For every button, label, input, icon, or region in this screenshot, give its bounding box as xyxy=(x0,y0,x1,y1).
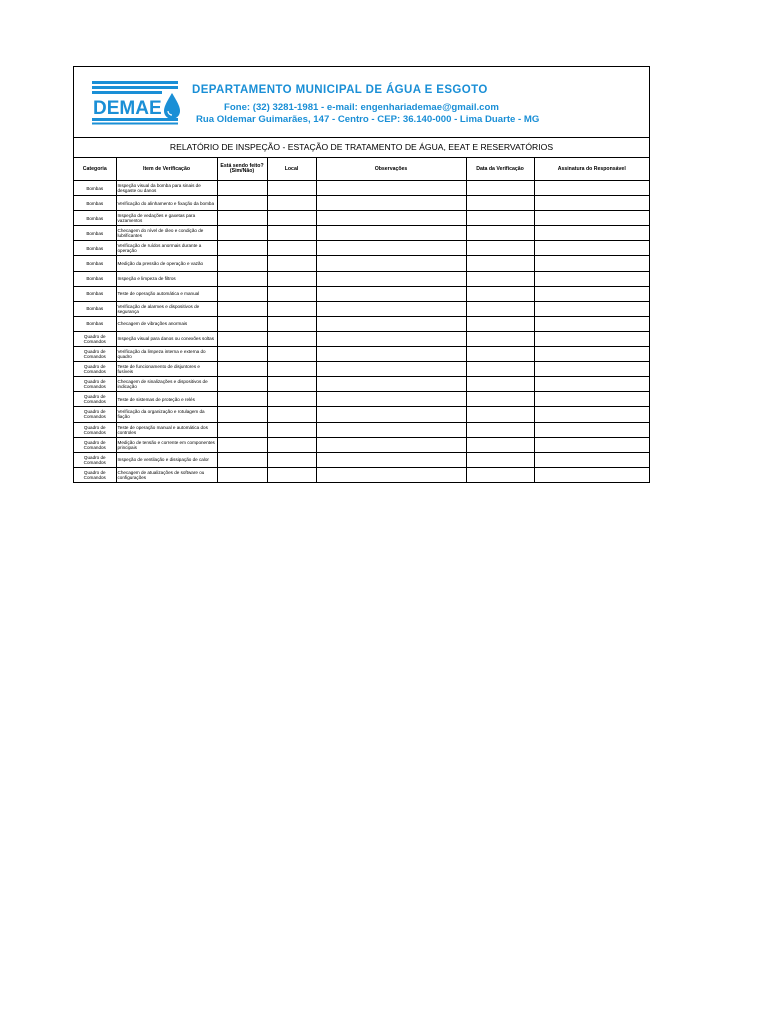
category-cell: Quadro de Comandos xyxy=(74,467,116,482)
done-cell[interactable] xyxy=(217,362,267,377)
date-cell[interactable] xyxy=(466,407,534,422)
date-cell[interactable] xyxy=(466,196,534,211)
notes-cell[interactable] xyxy=(316,392,466,407)
category-cell: Bombas xyxy=(74,256,116,271)
done-cell[interactable] xyxy=(217,377,267,392)
table-row xyxy=(74,467,649,482)
item-cell: Inspeção visual da bomba para sinais de desgaste ou danos xyxy=(116,181,217,196)
column-header: Categoria xyxy=(74,158,116,181)
address: Rua Oldemar Guimarães, 147 - Centro - CEP: 36.140-000 - Lima Duarte - MG xyxy=(196,114,540,125)
date-cell[interactable] xyxy=(466,286,534,301)
category-cell: Bombas xyxy=(74,196,116,211)
signature-cell[interactable] xyxy=(534,181,649,196)
category-cell: Bombas xyxy=(74,316,116,331)
column-header: Assinatura do Responsável xyxy=(534,158,649,181)
notes-cell[interactable] xyxy=(316,301,466,316)
done-cell[interactable] xyxy=(217,437,267,452)
location-cell[interactable] xyxy=(267,316,316,331)
item-cell: Medição de tensão e corrente em componentes principais xyxy=(116,437,217,452)
item-cell: Checagem de sinalizações e dispositivos de indicação xyxy=(116,377,217,392)
table-row xyxy=(74,407,649,422)
table-row xyxy=(74,422,649,437)
item-cell: Inspeção de vedações e gaxetas para vazamentos xyxy=(116,211,217,226)
category-cell: Bombas xyxy=(74,181,116,196)
signature-cell[interactable] xyxy=(534,241,649,256)
notes-cell[interactable] xyxy=(316,226,466,241)
column-header: Observações xyxy=(316,158,466,181)
done-cell[interactable] xyxy=(217,347,267,362)
item-cell: Verificação da limpeza interna e externa do quadro xyxy=(116,347,217,362)
item-cell: Teste de operação manual e automática dos controles xyxy=(116,422,217,437)
location-cell[interactable] xyxy=(267,437,316,452)
notes-cell[interactable] xyxy=(316,286,466,301)
date-cell[interactable] xyxy=(466,377,534,392)
date-cell[interactable] xyxy=(466,452,534,467)
date-cell[interactable] xyxy=(466,392,534,407)
table-row xyxy=(74,362,649,377)
signature-cell[interactable] xyxy=(534,407,649,422)
notes-cell[interactable] xyxy=(316,362,466,377)
notes-cell[interactable] xyxy=(316,211,466,226)
done-cell[interactable] xyxy=(217,407,267,422)
table-row xyxy=(74,377,649,392)
location-cell[interactable] xyxy=(267,347,316,362)
location-cell[interactable] xyxy=(267,226,316,241)
done-cell[interactable] xyxy=(217,301,267,316)
done-cell[interactable] xyxy=(217,211,267,226)
table-row xyxy=(74,437,649,452)
item-cell: Teste de funcionamento de disjuntores e fusíveis xyxy=(116,362,217,377)
date-cell[interactable] xyxy=(466,467,534,482)
date-cell[interactable] xyxy=(466,437,534,452)
report-title: RELATÓRIO DE INSPEÇÃO - ESTAÇÃO DE TRATAMENTO DE ÁGUA, EEAT E RESERVATÓRIOS xyxy=(74,138,649,158)
category-cell: Bombas xyxy=(74,271,116,286)
done-cell[interactable] xyxy=(217,286,267,301)
location-cell[interactable] xyxy=(267,286,316,301)
notes-cell[interactable] xyxy=(316,452,466,467)
notes-cell[interactable] xyxy=(316,316,466,331)
contact-info: Fone: (32) 3281-1981 - e-mail: engenhariademae@gmail.com xyxy=(224,102,499,113)
column-header: Item de Verificação xyxy=(116,158,217,181)
notes-cell[interactable] xyxy=(316,271,466,286)
date-cell[interactable] xyxy=(466,241,534,256)
notes-cell[interactable] xyxy=(316,407,466,422)
table-row xyxy=(74,226,649,241)
signature-cell[interactable] xyxy=(534,331,649,346)
location-cell[interactable] xyxy=(267,331,316,346)
category-cell: Quadro de Comandos xyxy=(74,331,116,346)
category-cell: Quadro de Comandos xyxy=(74,392,116,407)
item-cell: Inspeção de ventilação e dissipação de calor xyxy=(116,452,217,467)
done-cell[interactable] xyxy=(217,331,267,346)
date-cell[interactable] xyxy=(466,422,534,437)
table-row xyxy=(74,301,649,316)
logo-text: DEMAE xyxy=(93,98,162,119)
table-row xyxy=(74,347,649,362)
category-cell: Quadro de Comandos xyxy=(74,362,116,377)
signature-cell[interactable] xyxy=(534,452,649,467)
date-cell[interactable] xyxy=(466,211,534,226)
signature-cell[interactable] xyxy=(534,286,649,301)
item-cell: Verificação de alarmes e dispositivos de segurança xyxy=(116,301,217,316)
notes-cell[interactable] xyxy=(316,256,466,271)
location-cell[interactable] xyxy=(267,301,316,316)
notes-cell[interactable] xyxy=(316,347,466,362)
table-row xyxy=(74,271,649,286)
location-cell[interactable] xyxy=(267,211,316,226)
location-cell[interactable] xyxy=(267,467,316,482)
done-cell[interactable] xyxy=(217,467,267,482)
location-cell[interactable] xyxy=(267,392,316,407)
done-cell[interactable] xyxy=(217,316,267,331)
signature-cell[interactable] xyxy=(534,226,649,241)
signature-cell[interactable] xyxy=(534,256,649,271)
table-row xyxy=(74,256,649,271)
signature-cell[interactable] xyxy=(534,392,649,407)
notes-cell[interactable] xyxy=(316,422,466,437)
signature-cell[interactable] xyxy=(534,467,649,482)
signature-cell[interactable] xyxy=(534,301,649,316)
notes-cell[interactable] xyxy=(316,241,466,256)
table-row xyxy=(74,392,649,407)
category-cell: Quadro de Comandos xyxy=(74,377,116,392)
done-cell[interactable] xyxy=(217,226,267,241)
notes-cell[interactable] xyxy=(316,377,466,392)
item-cell: Inspeção visual para danos ou conexões soltas xyxy=(116,331,217,346)
notes-cell[interactable] xyxy=(316,437,466,452)
notes-cell[interactable] xyxy=(316,467,466,482)
location-cell[interactable] xyxy=(267,407,316,422)
signature-cell[interactable] xyxy=(534,437,649,452)
table-row xyxy=(74,211,649,226)
date-cell[interactable] xyxy=(466,347,534,362)
location-cell[interactable] xyxy=(267,271,316,286)
done-cell[interactable] xyxy=(217,181,267,196)
done-cell[interactable] xyxy=(217,256,267,271)
category-cell: Bombas xyxy=(74,241,116,256)
item-cell: Verificação de ruídos anormais durante a operação xyxy=(116,241,217,256)
inspection-sheet xyxy=(73,66,650,483)
table-row xyxy=(74,286,649,301)
letterhead xyxy=(74,67,649,138)
table-header-row xyxy=(74,158,649,181)
date-cell[interactable] xyxy=(466,256,534,271)
date-cell[interactable] xyxy=(466,301,534,316)
item-cell: Checagem de atualizações de software ou configurações xyxy=(116,467,217,482)
column-header: Data da Verificação xyxy=(466,158,534,181)
table-row xyxy=(74,181,649,196)
date-cell[interactable] xyxy=(466,226,534,241)
item-cell: Checagem de vibrações anormais xyxy=(116,316,217,331)
item-cell: Inspeção e limpeza de filtros xyxy=(116,271,217,286)
location-cell[interactable] xyxy=(267,362,316,377)
location-cell[interactable] xyxy=(267,181,316,196)
department-name: DEPARTAMENTO MUNICIPAL DE ÁGUA E ESGOTO xyxy=(192,84,488,96)
signature-cell[interactable] xyxy=(534,196,649,211)
done-cell[interactable] xyxy=(217,241,267,256)
category-cell: Quadro de Comandos xyxy=(74,347,116,362)
signature-cell[interactable] xyxy=(534,211,649,226)
item-cell: Verificação do alinhamento e fixação da bomba xyxy=(116,196,217,211)
category-cell: Quadro de Comandos xyxy=(74,452,116,467)
inspection-table xyxy=(74,158,649,482)
item-cell: Teste de sistemas de proteção e relés xyxy=(116,392,217,407)
notes-cell[interactable] xyxy=(316,331,466,346)
signature-cell[interactable] xyxy=(534,316,649,331)
date-cell[interactable] xyxy=(466,271,534,286)
column-header: Está sendo feito? (Sim/Não) xyxy=(217,158,267,181)
table-row xyxy=(74,316,649,331)
done-cell[interactable] xyxy=(217,392,267,407)
location-cell[interactable] xyxy=(267,241,316,256)
date-cell[interactable] xyxy=(466,181,534,196)
date-cell[interactable] xyxy=(466,316,534,331)
notes-cell[interactable] xyxy=(316,181,466,196)
item-cell: Checagem do nível de óleo e condição de lubrificantes xyxy=(116,226,217,241)
category-cell: Bombas xyxy=(74,286,116,301)
category-cell: Bombas xyxy=(74,211,116,226)
category-cell: Quadro de Comandos xyxy=(74,422,116,437)
done-cell[interactable] xyxy=(217,196,267,211)
signature-cell[interactable] xyxy=(534,271,649,286)
date-cell[interactable] xyxy=(466,331,534,346)
location-cell[interactable] xyxy=(267,452,316,467)
category-cell: Quadro de Comandos xyxy=(74,437,116,452)
signature-cell[interactable] xyxy=(534,377,649,392)
signature-cell[interactable] xyxy=(534,422,649,437)
done-cell[interactable] xyxy=(217,271,267,286)
done-cell[interactable] xyxy=(217,422,267,437)
item-cell: Verificação da organização e rotulagem da fiação xyxy=(116,407,217,422)
category-cell: Bombas xyxy=(74,226,116,241)
table-row xyxy=(74,196,649,211)
location-cell[interactable] xyxy=(267,422,316,437)
table-row xyxy=(74,331,649,346)
location-cell[interactable] xyxy=(267,377,316,392)
notes-cell[interactable] xyxy=(316,196,466,211)
signature-cell[interactable] xyxy=(534,362,649,377)
location-cell[interactable] xyxy=(267,196,316,211)
table-row xyxy=(74,452,649,467)
item-cell: Medição da pressão de operação e vazão xyxy=(116,256,217,271)
table-row xyxy=(74,241,649,256)
demae-logo xyxy=(92,81,182,125)
item-cell: Teste de operação automática e manual xyxy=(116,286,217,301)
signature-cell[interactable] xyxy=(534,347,649,362)
location-cell[interactable] xyxy=(267,256,316,271)
date-cell[interactable] xyxy=(466,362,534,377)
column-header: Local xyxy=(267,158,316,181)
done-cell[interactable] xyxy=(217,452,267,467)
category-cell: Bombas xyxy=(74,301,116,316)
category-cell: Quadro de Comandos xyxy=(74,407,116,422)
